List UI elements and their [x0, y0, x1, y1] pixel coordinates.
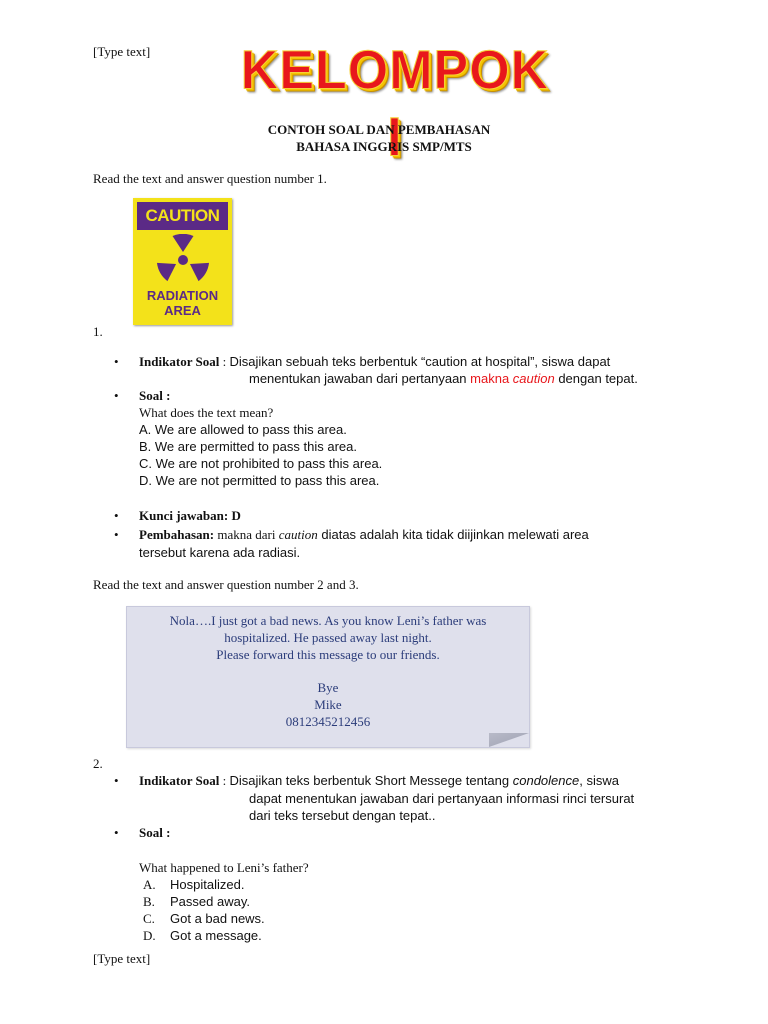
option-2c: C. Got a bad news. [143, 911, 265, 926]
sign-radiation-area-text: RADIATION AREA [146, 288, 219, 318]
header-placeholder: [Type text] [93, 44, 151, 59]
question-number-2: 2. [93, 756, 103, 771]
option-2b: B. Passed away. [143, 894, 250, 909]
option-2d: D. Got a message. [143, 928, 262, 943]
option-1b: B. We are permitted to pass this area. [139, 439, 357, 454]
caution-sign-image [133, 198, 232, 325]
radiation-icon [154, 234, 212, 286]
instruction-1: Read the text and answer question number 1. [93, 171, 327, 186]
question-2-text: What happened to Leni’s father? [139, 860, 309, 875]
subtitle-line-2: BAHASA INGGRIS SMP/MTS [296, 139, 472, 154]
footer-placeholder: [Type text] [93, 951, 151, 966]
question-number-1: 1. [93, 324, 103, 339]
question-1-text: What does the text mean? [139, 405, 274, 420]
instruction-2: Read the text and answer question number 2 and 3. [93, 577, 359, 592]
sign-caution-text: CAUTION [137, 202, 228, 230]
subtitle-line-1: CONTOH SOAL DAN PEMBAHASAN [267, 122, 491, 137]
short-message-note: Nola….I just got a bad news. As you know Leni’s father was hospitalized. He passed away last night. Please forward this message to our friends. Bye Mike 0812345212456 [126, 606, 530, 748]
option-2a: A. Hospitalized. [143, 877, 245, 892]
option-1a: A. We are allowed to pass this area. [139, 422, 347, 437]
page-title: KELOMPOK I [240, 39, 550, 169]
option-1c: C. We are not prohibited to pass this area. [139, 456, 383, 471]
option-1d: D. We are not permitted to pass this area. [139, 473, 380, 488]
